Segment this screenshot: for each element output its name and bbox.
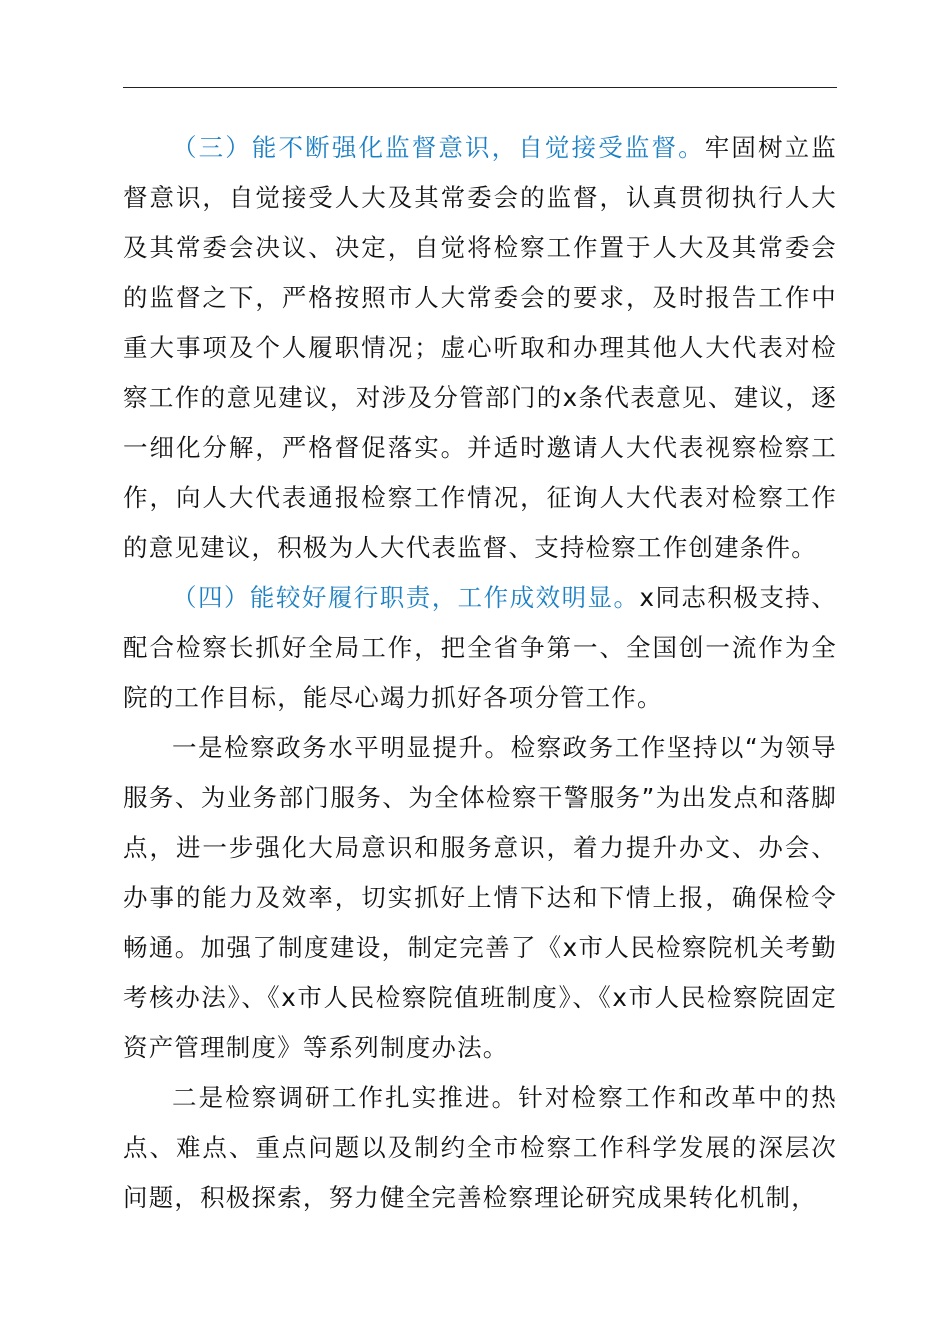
section-heading-3: （三）能不断强化监督意识，自觉接受监督。 (172, 133, 705, 162)
paragraph-text: 二是检察调研工作扎实推进。针对检察工作和改革中的热点、难点、重点问题以及制约全市检察工作科学发展的深层次问题，积极探索，努力健全完善检察理论研究成果转化机制， (123, 1083, 837, 1212)
section-heading-4: （四）能较好履行职责，工作成效明显。 (172, 583, 640, 612)
document-body (123, 123, 837, 1223)
paragraph-text: 牢固树立监督意识，自觉接受人大及其常委会的监督，认真贯彻执行人大及其常委会决议、决定，自觉将检察工作置于人大及其常委会的监督之下，严格按照市人大常委会的要求，及时报告工作中重大事项及个人履职情况；虚心听取和办理其他人大代表对检察工作的意见建议，对涉及分管部门的x条代表意见、建议，逐一细化分解，严格督促落实。并适时邀请人大代表视察检察工作，向人大代表通报检察工作情况，征询人大代表对检察工作的意见建议，积极为人大代表监督、支持检察工作创建条件。 (123, 133, 837, 562)
paragraph-supervision (123, 123, 837, 573)
paragraph-research (123, 1073, 837, 1223)
paragraph-duties (123, 573, 837, 723)
paragraph-text: x同志积极支持、配合检察长抓好全局工作，把全省争第一、全国创一流作为全院的工作目标，能尽心竭力抓好各项分管工作。 (123, 583, 837, 712)
header-rule (123, 87, 837, 88)
paragraph-text: 一是检察政务水平明显提升。检察政务工作坚持以“为领导服务、为业务部门服务、为全体检察干警服务”为出发点和落脚点，进一步强化大局意识和服务意识，着力提升办文、办会、办事的能力及效率，切实抓好上情下达和下情上报，确保检令畅通。加强了制度建设，制定完善了《x市人民检察院机关考勤考核办法》、《x市人民检察院值班制度》、《x市人民检察院固定资产管理制度》等系列制度办法。 (123, 733, 837, 1062)
paragraph-government-affairs (123, 723, 837, 1073)
